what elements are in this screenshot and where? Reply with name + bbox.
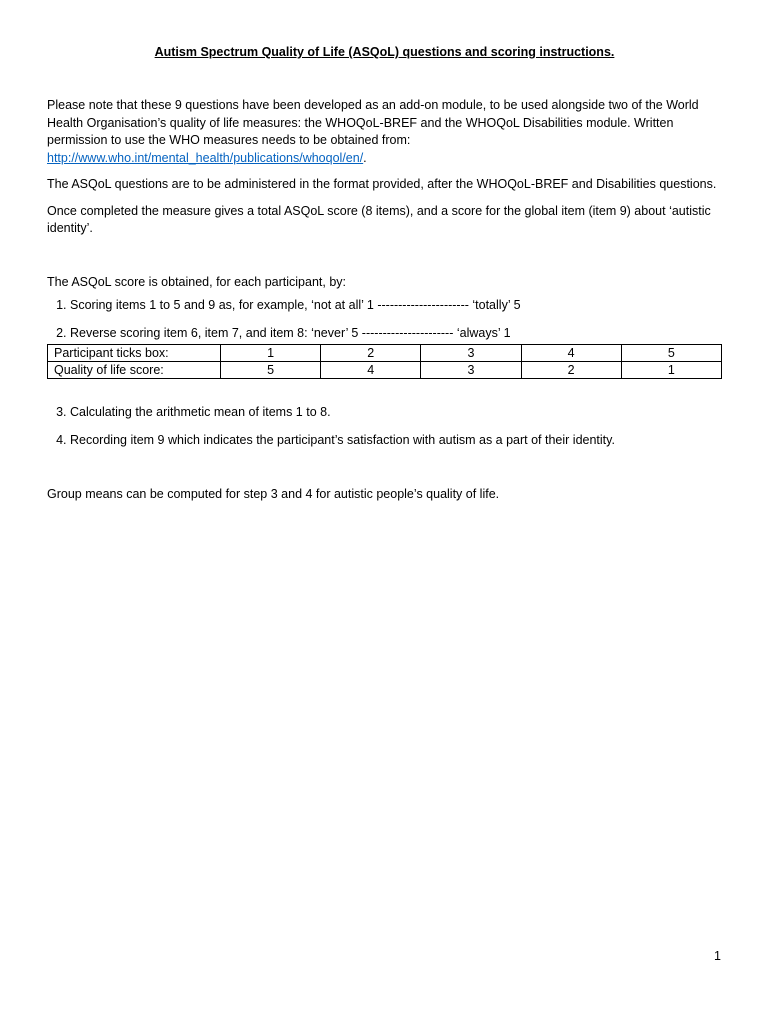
table-row: [48, 362, 722, 379]
scoring-table: [47, 344, 722, 379]
intro-link-suffix: .: [363, 150, 367, 165]
document-page: [47, 44, 722, 504]
table-cell: 1: [221, 345, 321, 362]
table-cell: 2: [521, 362, 621, 379]
scoring-steps-list: [47, 297, 722, 342]
group-means-paragraph: Group means can be computed for step 3 and 4 for autistic people’s quality of life.: [47, 487, 500, 501]
table-cell: 4: [321, 362, 421, 379]
table-cell: 4: [521, 345, 621, 362]
who-link[interactable]: http://www.who.int/mental_health/publications/whoqol/en/: [47, 150, 364, 165]
table-cell-label: Quality of life score:: [48, 362, 221, 379]
scoring-intro-paragraph: The ASQoL score is obtained, for each participant, by:: [47, 274, 347, 289]
table-cell: 5: [621, 345, 721, 362]
score-summary-paragraph: Once completed the measure gives a total ASQoL score (8 items), and a score for the global item (item 9) about ‘autistic identity’.: [47, 203, 711, 235]
intro-text: Please note that these 9 questions have been developed as an add-on module, to be used alongside two of the World Health Organisation’s quality of life measures: the WHOQoL-BREF and the WHOQoL Disabilities module. Written permission to use the WHO measures needs to be obtained from:: [47, 98, 699, 147]
page-number: 1: [714, 949, 721, 963]
list-item: 2. Reverse scoring item 6, item 7, and item 8: ‘never’ 5 ---------------------- ‘always’ 1: [70, 325, 722, 343]
list-item: 4. Recording item 9 which indicates the participant’s satisfaction with autism as a part of their identity.: [70, 432, 722, 450]
list-item: 1. Scoring items 1 to 5 and 9 as, for example, ‘not at all’ 1 ---------------------- ‘totally’ 5: [70, 297, 722, 315]
table-cell: 5: [221, 362, 321, 379]
table-cell: 3: [421, 362, 521, 379]
table-cell: 1: [621, 362, 721, 379]
document-title: Autism Spectrum Quality of Life (ASQoL) questions and scoring instructions.: [154, 45, 615, 59]
table-row: [48, 345, 722, 362]
administration-paragraph: The ASQoL questions are to be administered in the format provided, after the WHOQoL-BREF and Disabilities questions.: [47, 177, 717, 191]
calculation-steps-list: [47, 404, 722, 449]
table-cell: 2: [321, 345, 421, 362]
list-item: 3. Calculating the arithmetic mean of items 1 to 8.: [70, 404, 722, 422]
intro-paragraph: [47, 97, 722, 167]
table-cell-label: Participant ticks box:: [48, 345, 221, 362]
table-cell: 3: [421, 345, 521, 362]
